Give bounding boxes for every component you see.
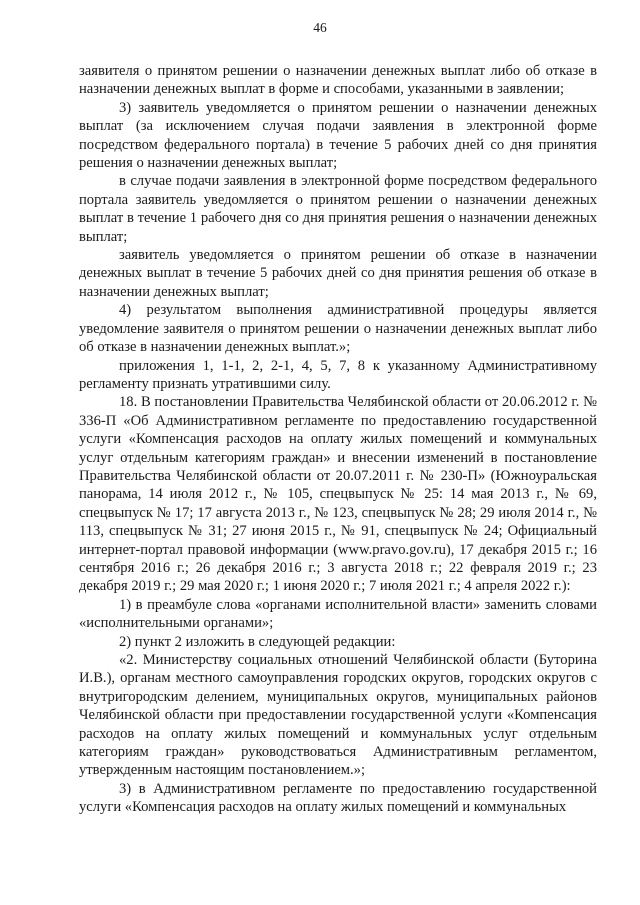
paragraph-point-2-text: «2. Министерству социальных отношений Челябинской области (Буторина И.В.), органам местного самоуправления городских округов, городских округов с внутригородским делением, муниципальных округов, муниципальных районов Челябинской области при предоставлении государственной услуги «Компенсация расходов на оплату жилых помещений и коммунальных услуг отдельным категориям граждан» руководствоваться Административным регламентом, утвержденным настоящим постановлением.»; bbox=[79, 652, 597, 779]
paragraph-appendices: приложения 1, 1-1, 2, 2-1, 4, 5, 7, 8 к указанному Административному регламенту признать утратившими силу. bbox=[79, 357, 597, 392]
paragraph-section-18: 18. В постановлении Правительства Челябинской области от 20.06.2012 г. № 336-П «Об Административном регламенте по предоставлению государственной услуги «Компенсация расходов на оплату жилых помещений и коммунальных услуг отдельным категориям граждан» и внесении изменений в постановление Правительства Челябинской области от 20.07.2011 г. № 230-П» (Южноуральская панорама, 14 июля 2012 г., № 105, спецвыпуск № 25: 14 мая 2013 г., № 69, спецвыпуск № 17; 17 августа 2013 г., № 123, спецвыпуск № 28; 29 июля 2014 г., № 113, спецвыпуск № 31; 27 июня 2015 г., № 91, спецвыпуск № 24; Официальный интернет-портал правовой информации (www.pravo.gov.ru), 17 декабря 2015 г.; 16 сентября 2016 г.; 26 декабря 2016 г.; 3 августа 2018 г.; 22 февраля 2019 г.; 23 декабря 2019 г.; 29 мая 2020 г.; 1 июня 2020 г.; 7 июля 2021 г.; 4 апреля 2022 г.): bbox=[79, 394, 597, 595]
document-body bbox=[79, 62, 597, 817]
paragraph-item-3-regulation: 3) в Административном регламенте по предоставлению государственной услуги «Компенсация расходов на оплату жилых помещений и коммунальных bbox=[79, 780, 597, 816]
page-number: 46 bbox=[313, 20, 327, 35]
paragraph-item-2: 2) пункт 2 изложить в следующей редакции: bbox=[119, 633, 396, 650]
paragraph-item-4: 4) результатом выполнения административной процедуры является уведомление заявителя о принятом решении о назначении денежных выплат либо об отказе в назначении денежных выплат.»; bbox=[79, 302, 597, 356]
paragraph-item-3: 3) заявитель уведомляется о принятом решении о назначении денежных выплат (за исключением случая подачи заявления в электронной форме посредством федерального портала) в течение 5 рабочих дней со дня принятия решения о назначении денежных выплат; bbox=[79, 99, 597, 172]
paragraph-continuation: заявителя о принятом решении о назначении денежных выплат либо об отказе в назначении денежных выплат в форме и способами, указанными в заявлении; bbox=[79, 63, 597, 98]
paragraph-refusal-notice: заявитель уведомляется о принятом решении об отказе в назначении денежных выплат в течение 5 рабочих дней со дня принятия решения об отказе в назначении денежных выплат; bbox=[79, 247, 597, 300]
paragraph-item-1: 1) в преамбуле слова «органами исполнительной власти» заменить словами «исполнительными органами»; bbox=[79, 596, 597, 632]
paragraph-electronic-case: в случае подачи заявления в электронной форме посредством федерального портала заявитель уведомляется о принятом решении о назначении денежных выплат в течение 1 рабочего дня со дня принятия решения о назначении денежных выплат; bbox=[79, 173, 597, 245]
